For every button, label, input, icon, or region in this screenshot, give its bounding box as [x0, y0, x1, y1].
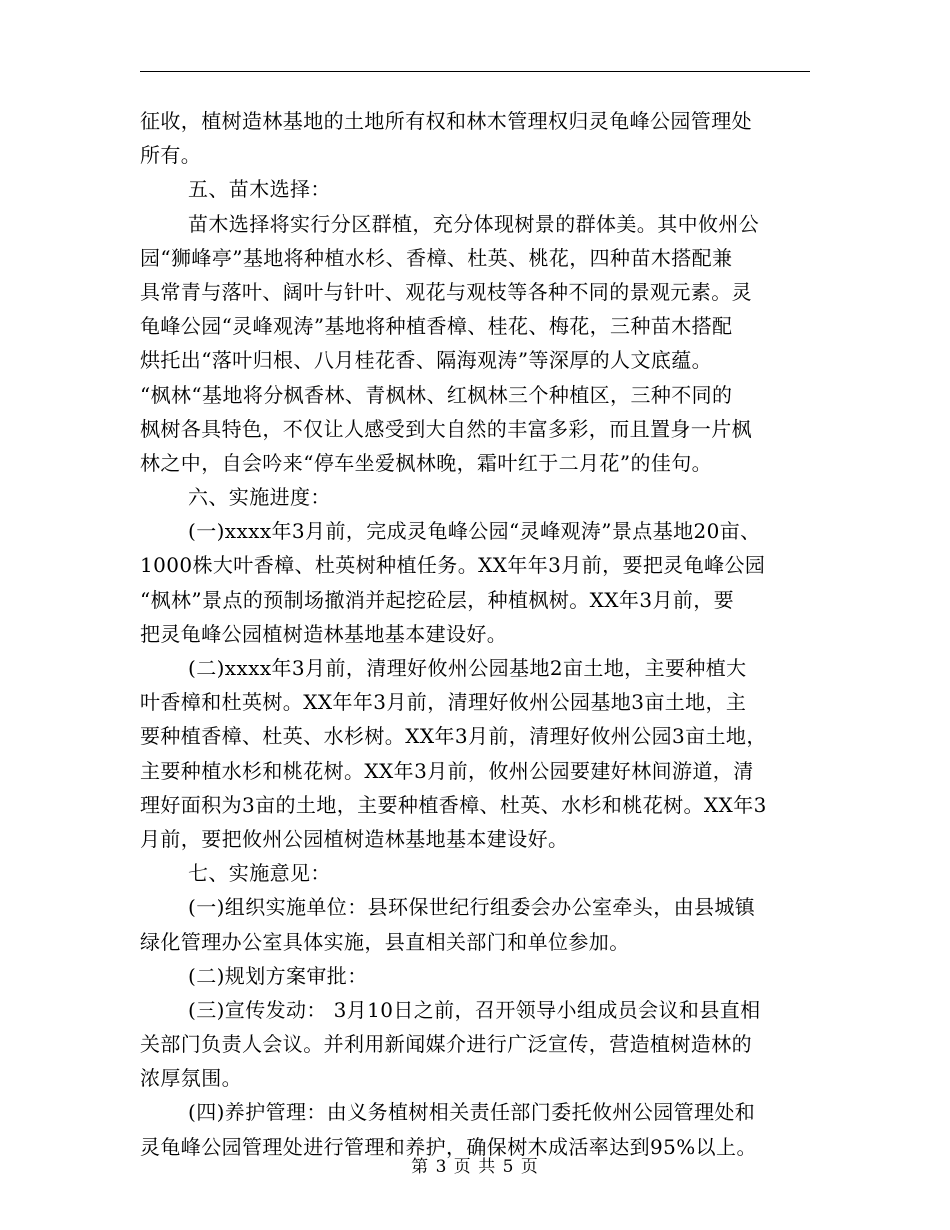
text-line: 苗木选择将实行分区群植，充分体现树景的群体美。其中攸州公 — [188, 211, 760, 236]
text-line: 林之中，自会吟来“停车坐爱枫林晚，霜叶红于二月花”的佳句。 — [140, 450, 713, 475]
text-line: 1000株大叶香樟、杜英树种植任务。XX年年3月前，要把灵龟峰公园 — [140, 553, 766, 578]
text-line: 园“狮峰亭”基地将种植水杉、香樟、杜英、桃花，四种苗木搭配兼 — [140, 245, 733, 270]
text-line: (二)规划方案审批： — [188, 963, 368, 988]
text-line: 烘托出“落叶归根、八月桂花香、隔海观涛”等深厚的人文底蕴。 — [140, 348, 713, 373]
text-line: 把灵龟峰公园植树造林基地基本建设好。 — [140, 621, 508, 646]
text-line: “枫林”景点的预制场撤消并起挖砼层，种植枫树。XX年3月前，要 — [140, 587, 735, 612]
section-heading: 五、苗木选择： — [188, 177, 331, 202]
text-line: 征收，植树造林基地的土地所有权和林木管理权归灵龟峰公园管理处 — [140, 109, 752, 133]
text-line: (二)xxxx年3月前，清理好攸州公园基地2亩土地，主要种植大 — [188, 656, 747, 680]
text-line: 月前，要把攸州公园植树造林基地基本建设好。 — [140, 826, 569, 851]
text-line: 理好面积为3亩的土地，主要种植香樟、杜英、水杉和桃花树。XX年3 — [140, 792, 767, 817]
text-line: 主要种植水杉和桃花树。XX年3月前，攸州公园要建好林间游道，清 — [140, 758, 754, 783]
text-line: 所有。 — [140, 143, 202, 168]
text-line: 龟峰公园“灵峰观涛”基地将种植香樟、桂花、梅花，三种苗木搭配 — [140, 314, 733, 339]
text-line: 要种植香樟、杜英、水杉树。XX年3月前，清理好攸州公园3亩土地， — [140, 724, 767, 749]
text-line: “枫林“基地将分枫香林、青枫林、红枫林三个种植区，三种不同的 — [140, 382, 733, 407]
text-line: (一)组织实施单位：县环保世纪行组委会办公室牵头，由县城镇 — [188, 895, 756, 920]
section-heading: 六、实施进度： — [188, 485, 331, 510]
text-line: (四)养护管理：由义务植树相关责任部门委托攸州公园管理处和 — [188, 1100, 756, 1125]
section-heading: 七、实施意见： — [188, 861, 331, 886]
text-line: 灵龟峰公园管理处进行管理和养护，确保树木成活率达到95%以上。 — [140, 1134, 757, 1159]
text-line: 关部门负责人会议。并利用新闻媒介进行广泛宣传，营造植树造林的 — [140, 1032, 752, 1057]
page-number: 第 3 页 共 5 页 — [411, 1157, 539, 1177]
text-line: 枫树各具特色，不仅让人感受到大自然的丰富多彩，而且置身一片枫 — [140, 416, 752, 441]
header-rule — [140, 71, 810, 72]
document-body — [140, 104, 810, 1164]
text-line: 叶香樟和杜英树。XX年年3月前，清理好攸州公园基地3亩土地，主 — [140, 690, 747, 715]
text-line: (三)宣传发动： 3月10日之前，召开领导小组成员会议和县直相 — [188, 997, 761, 1022]
text-line: 具常青与落叶、阔叶与针叶、观花与观枝等各种不同的景观元素。灵 — [140, 279, 752, 304]
text-line: 浓厚氛围。 — [140, 1066, 242, 1091]
text-line: 绿化管理办公室具体实施，县直相关部门和单位参加。 — [140, 929, 630, 954]
text-line: (一)xxxx年3月前，完成灵龟峰公园“灵峰观涛”景点基地20亩、 — [188, 519, 761, 544]
